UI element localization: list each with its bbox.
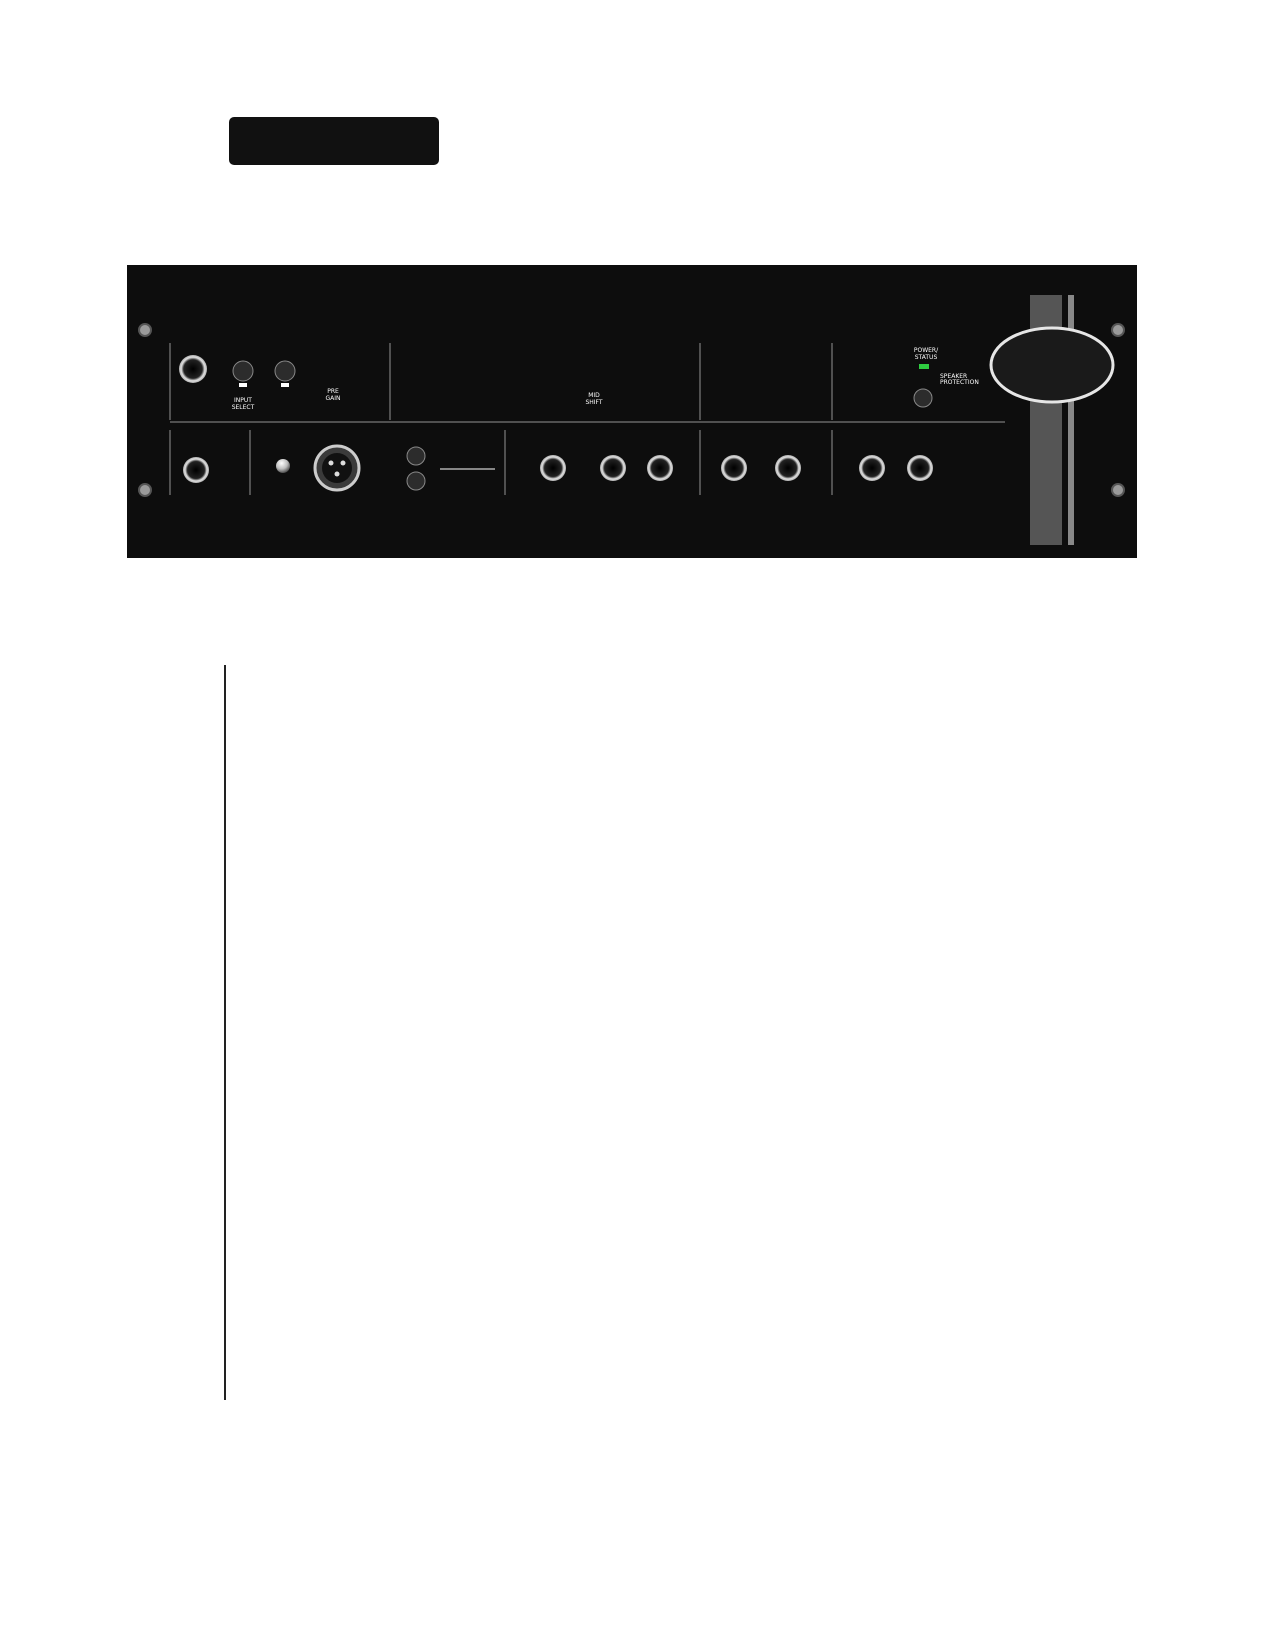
svg-text:POWER/: POWER/ [913,347,939,354]
svg-text:SELECT: SELECT [231,404,255,411]
tuner-send-jack [183,457,209,483]
power-status-led [919,364,929,369]
bright-switch[interactable] [275,361,295,381]
power-amp-in-jack [907,455,933,481]
screw [139,484,151,496]
footswitch-jack [540,455,566,481]
fx-return-jack [647,455,673,481]
fx-send-jack [600,455,626,481]
low-out-jack [721,455,747,481]
preamp-out-jack [859,455,885,481]
svg-text:MID: MID [588,392,600,399]
watermark [898,1478,1198,1628]
line-level-knob[interactable] [276,459,290,473]
svg-text:SPEAKER: SPEAKER [940,373,968,380]
front-panel-diagram [0,0,1275,640]
amp-chassis [127,265,1137,558]
svg-text:GAIN: GAIN [325,395,341,402]
svg-text:PROTECTION: PROTECTION [940,379,979,386]
screw [1112,484,1124,496]
input-select-switch[interactable] [233,361,253,381]
margin-rule [224,665,226,1400]
svg-text:STATUS: STATUS [914,354,938,361]
screw [1112,324,1124,336]
peavey-logo [991,328,1113,402]
screw [139,324,151,336]
svg-text:INPUT: INPUT [234,397,252,404]
ddt-switch[interactable] [914,389,932,407]
gnd-lift-switch[interactable] [407,472,425,490]
high-out-jack [775,455,801,481]
svg-text:SHIFT: SHIFT [585,399,603,406]
svg-text:PRE: PRE [327,388,339,395]
pre-post-eq-switch[interactable] [407,447,425,465]
input-jack [179,355,207,383]
